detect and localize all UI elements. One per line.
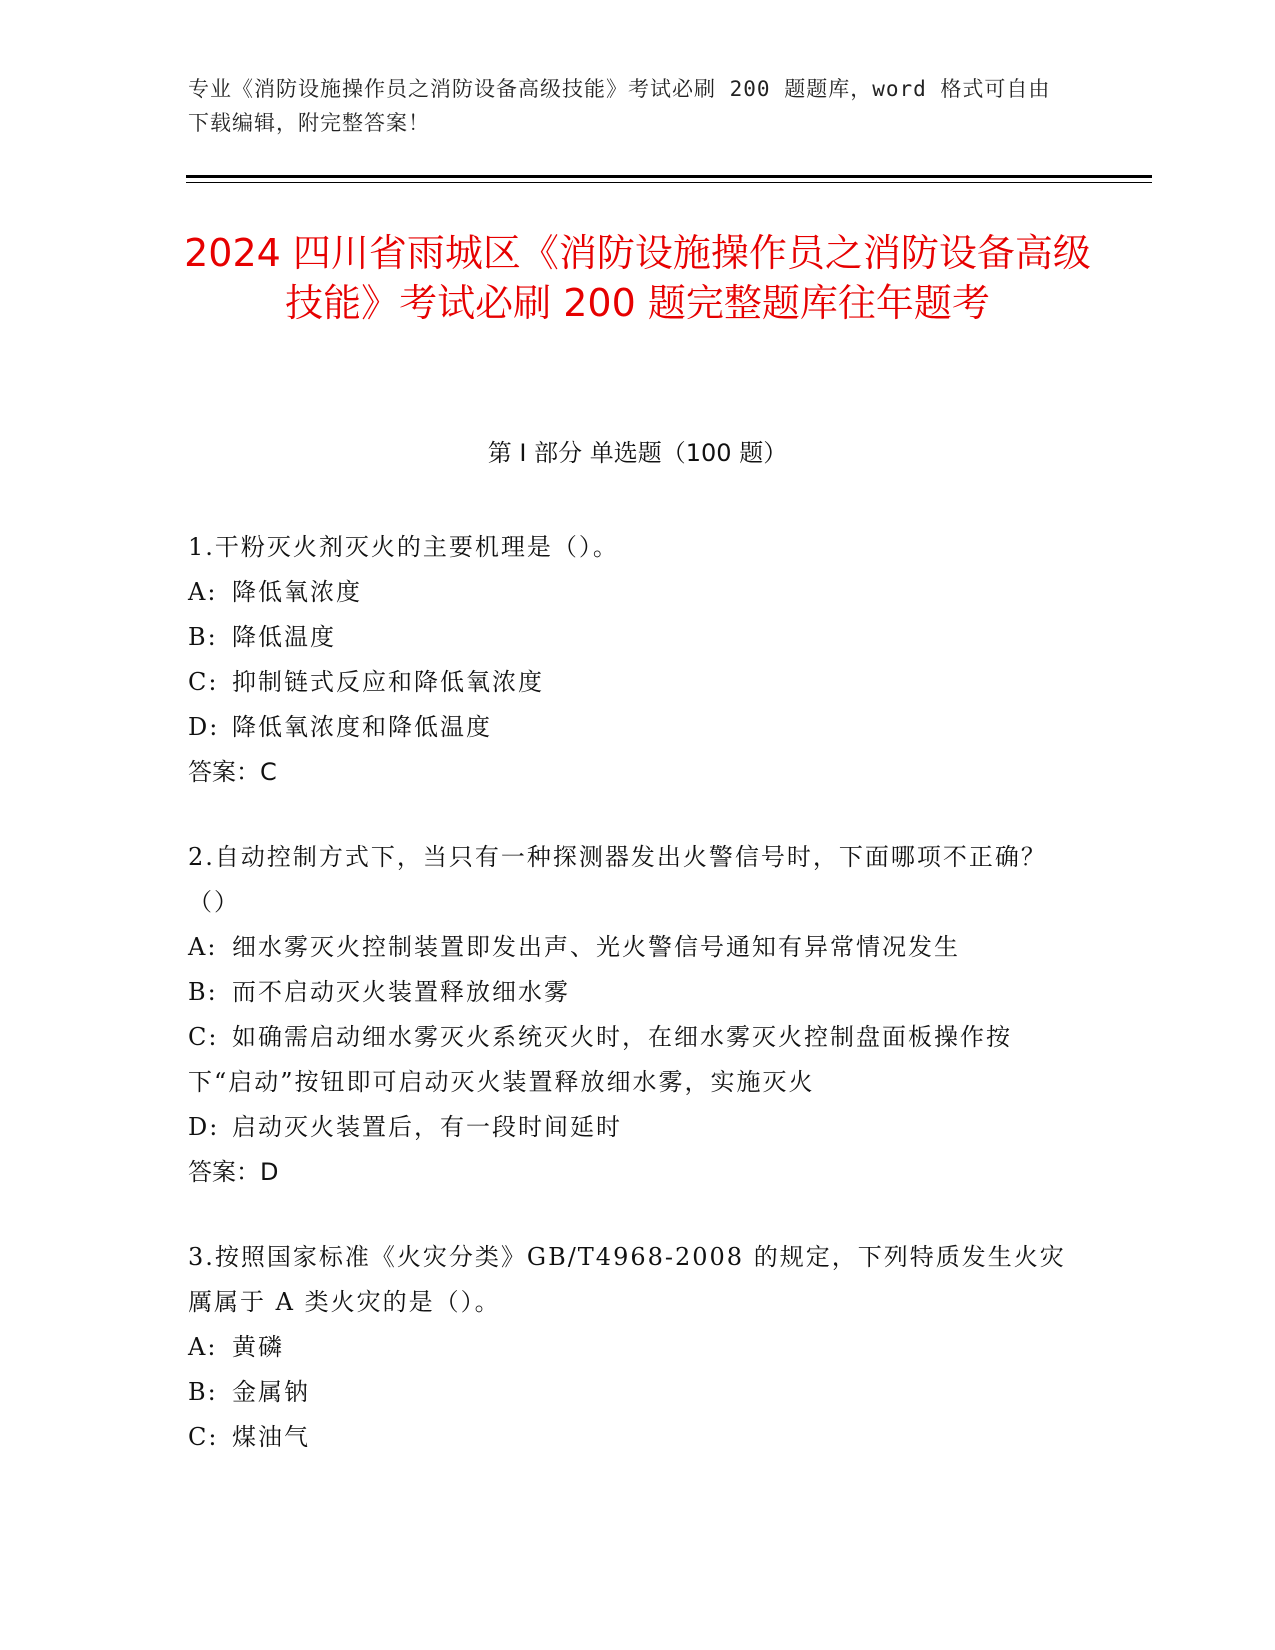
question-stem: 3.按照国家标准《火灾分类》GB/T4968-2008 的规定，下列特质发生火灾厲属于 A 类火灾的是（）。 (188, 1243, 1066, 1316)
option-label: C: (188, 1023, 219, 1051)
option-text: 启动灭火装置后，有一段时间延时 (232, 1113, 622, 1141)
answer-line: 答案：D (188, 1158, 279, 1186)
option-a (188, 925, 1078, 970)
option-b (188, 970, 1078, 1015)
option-label: C: (188, 1423, 219, 1451)
option-b (188, 1370, 1078, 1415)
option-text: 降低氧浓度和降低温度 (232, 713, 492, 741)
option-text: 抑制链式反应和降低氧浓度 (232, 668, 544, 696)
option-c (188, 660, 1078, 705)
option-label: A: (188, 578, 218, 606)
option-text: 降低氧浓度 (232, 578, 362, 606)
option-text: 煤油气 (232, 1423, 310, 1451)
option-label: A: (188, 933, 218, 961)
question-1 (188, 525, 1078, 795)
question-stem: 1.干粉灭火剂灭火的主要机理是（）。 (188, 533, 619, 561)
option-label: D: (188, 713, 220, 741)
question-stem: 2.自动控制方式下，当只有一种探测器发出火警信号时，下面哪项不正确？（） (188, 843, 1047, 916)
option-label: C: (188, 668, 219, 696)
option-label: B: (188, 978, 218, 1006)
option-text: 金属钠 (232, 1378, 310, 1406)
option-c (188, 1415, 1078, 1460)
option-c (188, 1015, 1078, 1105)
option-text: 降低温度 (232, 623, 336, 651)
question-2 (188, 835, 1078, 1195)
option-label: D: (188, 1113, 220, 1141)
answer-line: 答案：C (188, 758, 277, 786)
section-heading: 第 I 部分 单选题（100 题） (487, 439, 788, 467)
option-text: 黄磷 (232, 1333, 284, 1361)
option-text: 而不启动灭火装置释放细水雾 (232, 978, 570, 1006)
header-rule-thin (186, 182, 1152, 183)
option-d (188, 705, 1078, 750)
option-label: B: (188, 1378, 218, 1406)
option-label: A: (188, 1333, 218, 1361)
header-rule-thick (186, 175, 1152, 178)
question-3 (188, 1235, 1078, 1460)
option-text: 如确需启动细水雾灭火系统灭火时，在细水雾灭火控制盘面板操作按下“启动”按钮即可启动灭火装置释放细水雾，实施灭火 (188, 1023, 1012, 1096)
document-title: 2024 四川省雨城区《消防设施操作员之消防设备高级技能》考试必刷 200 题完整题库往年题考 (184, 231, 1091, 325)
option-label: B: (188, 623, 218, 651)
header-note: 专业《消防设施操作员之消防设备高级技能》考试必刷 200 题题库，word 格式可自由下载编辑，附完整答案！ (188, 77, 1051, 135)
option-text: 细水雾灭火控制装置即发出声、光火警信号通知有异常情况发生 (232, 933, 960, 961)
option-d (188, 1105, 1078, 1150)
option-a (188, 570, 1078, 615)
option-b (188, 615, 1078, 660)
option-a (188, 1325, 1078, 1370)
question-list (188, 525, 1078, 1500)
